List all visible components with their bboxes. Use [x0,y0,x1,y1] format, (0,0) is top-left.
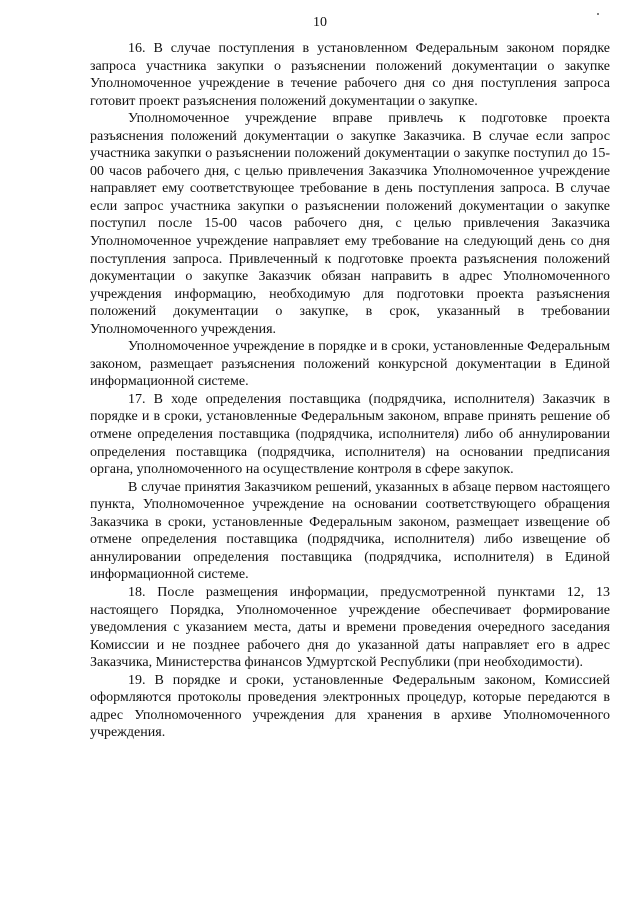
paragraph-16: 16. В случае поступления в установленном Федеральным законом порядке запроса участника закупки о разъяснении положений документации о закупке Уполномоченное учреждение в течение рабочего дня со дня поступления запроса готовит проект разъяснения положений документации о закупке. [90,41,610,109]
paragraph-16-publication: Уполномоченное учреждение в порядке и в сроки, установленные Федеральным законом, размещает разъяснения положений конкурсной документации в Единой информационной системе. [90,339,610,390]
scan-artifact-dot [597,13,599,15]
paragraph-17-notice: В случае принятия Заказчиком решений, указанных в абзаце первом настоящего пункта, Уполномоченное учреждение на основании соответствующего обращения Заказчика в сроки, установленные Федеральным законом, размещает извещение об отмене определения поставщика (подрядчика, исполнителя) либо извещение об аннулировании определения поставщика (подрядчика, исполнителя) в Единой информационной системе. [90,479,610,583]
document-body [90,40,610,742]
paragraph-18: 18. После размещения информации, предусмотренной пунктами 12, 13 настоящего Порядка, Уполномоченное учреждение обеспечивает формирование уведомления с указанием места, даты и времени проведения очередного заседания Комиссии и не позднее рабочего дня до указанной даты направляет его в адрес Заказчика, Министерства финансов Удмуртской Республики (при необходимости). [90,584,610,671]
page-number: 10 [313,15,327,30]
paragraph-17: 17. В ходе определения поставщика (подрядчика, исполнителя) Заказчик в порядке и в сроки, установленные Федеральным законом, вправе принять решение об отмене определения поставщика (подрядчика, исполнителя) либо об аннулировании определения поставщика (подрядчика, исполнителя) на основании предписания органа, уполномоченного на осуществление контроля в сфере закупок. [90,391,610,478]
paragraph-19: 19. В порядке и сроки, установленные Федеральным законом, Комиссией оформляются протоколы проведения электронных процедур, которые передаются в адрес Уполномоченного учреждения для хранения в архиве Уполномоченного учреждения. [90,672,610,741]
paragraph-16-clarification-involvement: Уполномоченное учреждение вправе привлечь к подготовке проекта разъяснения положений документации о закупке Заказчика. В случае если запрос участника закупки о разъяснении положений документации о закупке поступил до 15-00 часов рабочего дня, с целью привлечения Заказчика Уполномоченное учреждение направляет ему соответствующее требование в день поступления запроса. В случае если запрос участника закупки о разъяснении положений документации о закупке поступил после 15-00 часов рабочего дня, с целью привлечения Заказчика Уполномоченное учреждение направляет ему требование на следующий день со дня поступления запроса. Привлеченный к подготовке проекта разъяснения положений документации о закупке Заказчик обязан направить в адрес Уполномоченного учреждения информацию, необходимую для подготовки проекта разъяснения положений документации о закупке, в срок, указанный в требовании Уполномоченного учреждения. [90,111,610,337]
